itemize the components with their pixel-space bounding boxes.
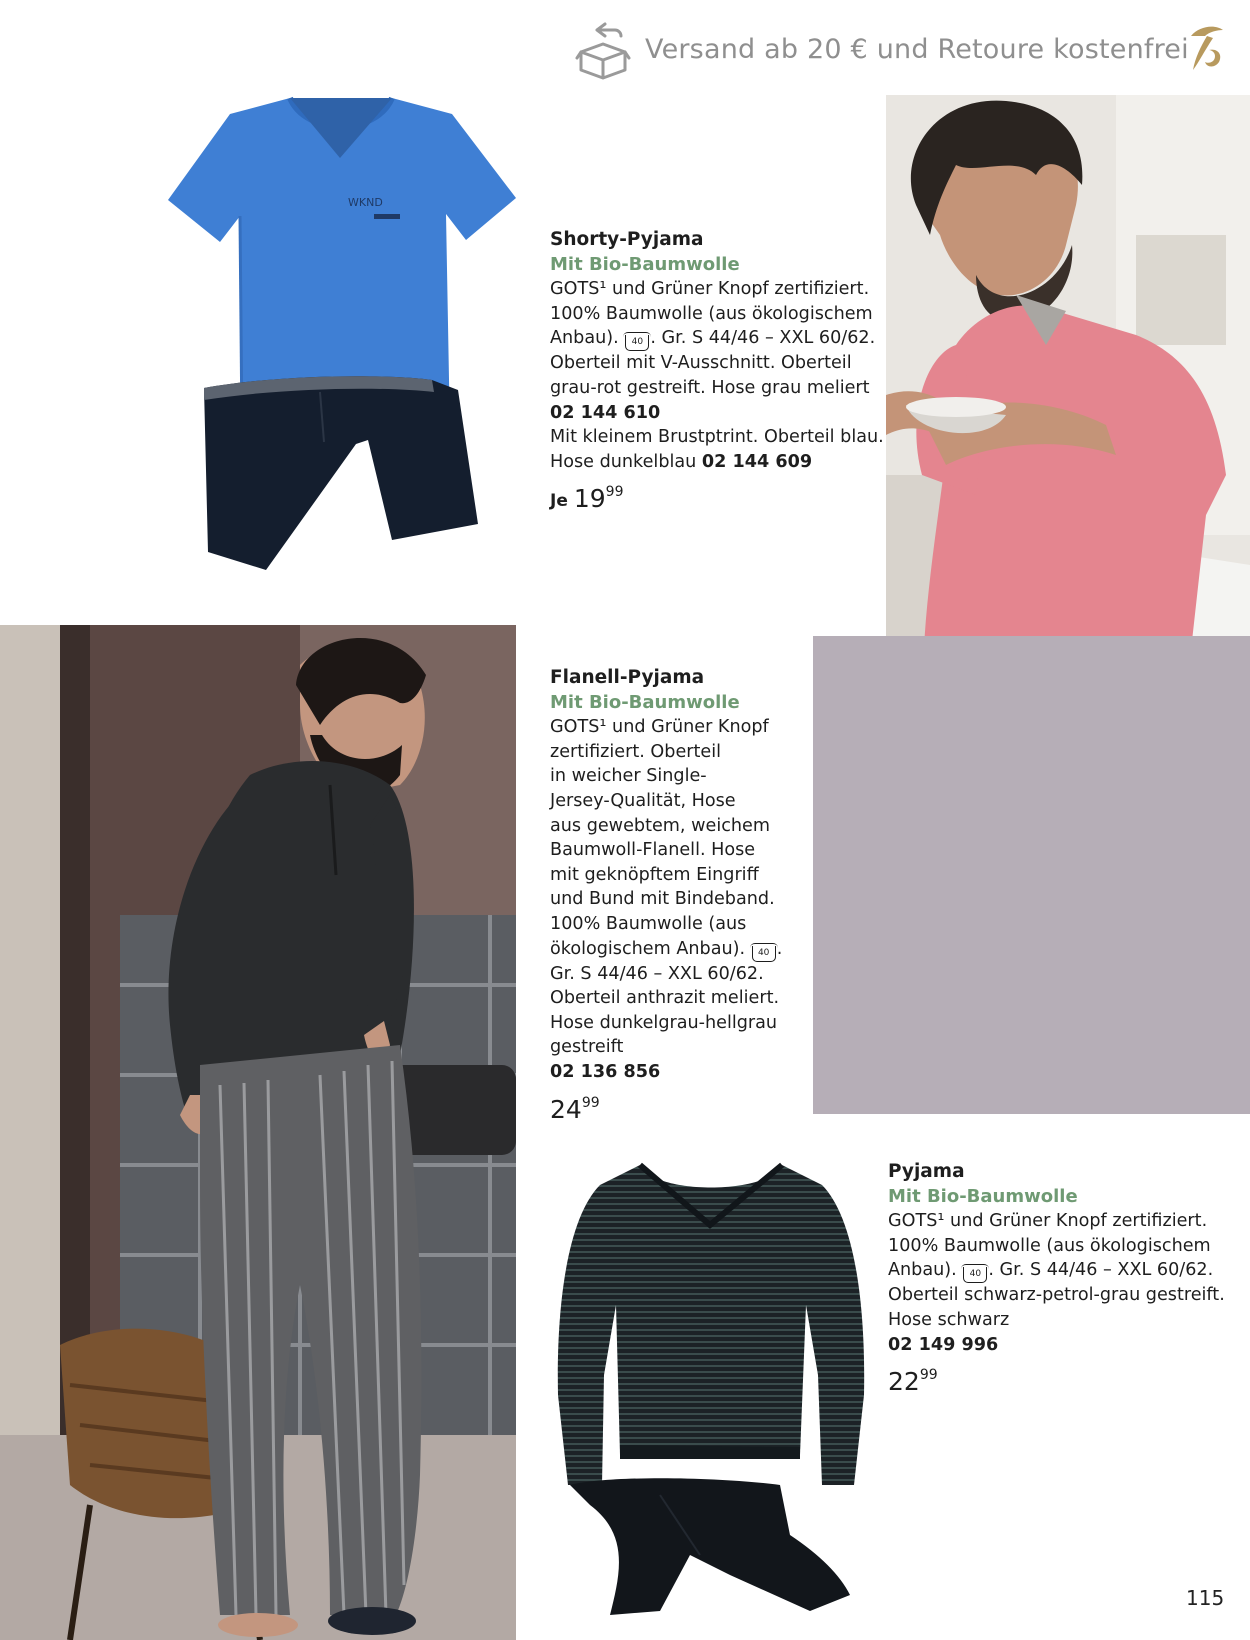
description-line: GOTS¹ und Grüner Knopf zertifiziert. [550, 279, 870, 300]
description-line: Anbau). 40 . Gr. S 44/46 – XXL 60/62. [550, 326, 850, 351]
article-number: 02 144 610 [550, 402, 661, 423]
description-line: aus gewebtem, weichem [550, 815, 770, 836]
wash-40-icon: 40 [963, 1267, 987, 1283]
article-number: 02 144 609 [701, 451, 813, 472]
photo-man-flannel-pyjama [0, 625, 516, 1640]
description-line: Mit kleinem Brustptrint. Oberteil blau. [550, 427, 884, 448]
page-header [0, 14, 1250, 94]
shipping-info-text: Versand ab 20 € und Retoure kostenfrei [645, 34, 1189, 65]
product-price: $24^{99}$ [550, 1094, 600, 1124]
description-line: Hose schwarz [888, 1309, 1010, 1330]
description-line: Gr. S 44/46 – XXL 60/62. [550, 963, 764, 984]
description-line: 100% Baumwolle (aus [550, 913, 747, 934]
article-number: 02 136 856 [550, 1061, 661, 1082]
description-line: Oberteil schwarz-petrol-grau gestreift. [888, 1285, 1225, 1306]
description-line: grau-rot gestreift. Hose grau meliert [550, 377, 870, 398]
product-price: $22^{99}$ [888, 1367, 938, 1397]
product-title: Flanell-Pyjama [550, 667, 705, 688]
description-line: Baumwoll-Flanell. Hose [550, 840, 756, 861]
parcel-return-icon [575, 22, 631, 82]
product-image-shorty-pyjama [160, 92, 522, 592]
tshirt-print-text: WKND [348, 196, 383, 209]
wash-40-icon: 40 [625, 335, 649, 351]
description-line: GOTS¹ und Grüner Knopf zertifiziert. [888, 1211, 1208, 1232]
description-line: gestreift [550, 1037, 624, 1058]
product-subtitle: Mit Bio-Baumwolle [550, 691, 740, 713]
description-line: in weicher Single- [550, 766, 707, 787]
product-subtitle: Mit Bio-Baumwolle [888, 1185, 1078, 1207]
description-line: Hose dunkelblau 02 144 609 [550, 451, 813, 472]
wash-40-icon: 40 [752, 946, 776, 962]
product-flanell-pyjama [550, 666, 800, 1122]
description-line: mit geknöpftem Eingriff [550, 864, 759, 885]
product-title: Pyjama [888, 1161, 965, 1182]
product-subtitle: Mit Bio-Baumwolle [550, 253, 740, 275]
description-line: Jersey-Qualität, Hose [550, 790, 736, 811]
product-pyjama [888, 1160, 1228, 1395]
page-number: 115 [1186, 1586, 1225, 1610]
description-line: und Bund mit Bindeband. [550, 889, 775, 910]
description-line: Oberteil anthrazit meliert. [550, 988, 780, 1009]
product-image-pyjama-black [550, 1155, 875, 1615]
description-line: ökologischem Anbau). 40 . [550, 937, 800, 962]
description-line: GOTS¹ und Grüner Knopf [550, 717, 769, 738]
tchibo-logo [1185, 22, 1227, 74]
description-line: 100% Baumwolle (aus ökologischem [550, 303, 873, 324]
description-line: Hose dunkelgrau-hellgrau [550, 1012, 778, 1033]
description-line: 100% Baumwolle (aus ökologischem [888, 1235, 1211, 1256]
product-shorty-pyjama [550, 228, 884, 514]
article-number: 02 149 996 [888, 1334, 999, 1355]
product-price: Je $19^{99}$ [550, 484, 624, 514]
description-line: Anbau). 40 . Gr. S 44/46 – XXL 60/62. [888, 1258, 1228, 1283]
description-line: Oberteil mit V-Ausschnitt. Oberteil [550, 353, 852, 374]
product-title: Shorty-Pyjama [550, 229, 704, 250]
lilac-background-block [813, 636, 1250, 1114]
description-line: zertifiziert. Oberteil [550, 741, 721, 762]
